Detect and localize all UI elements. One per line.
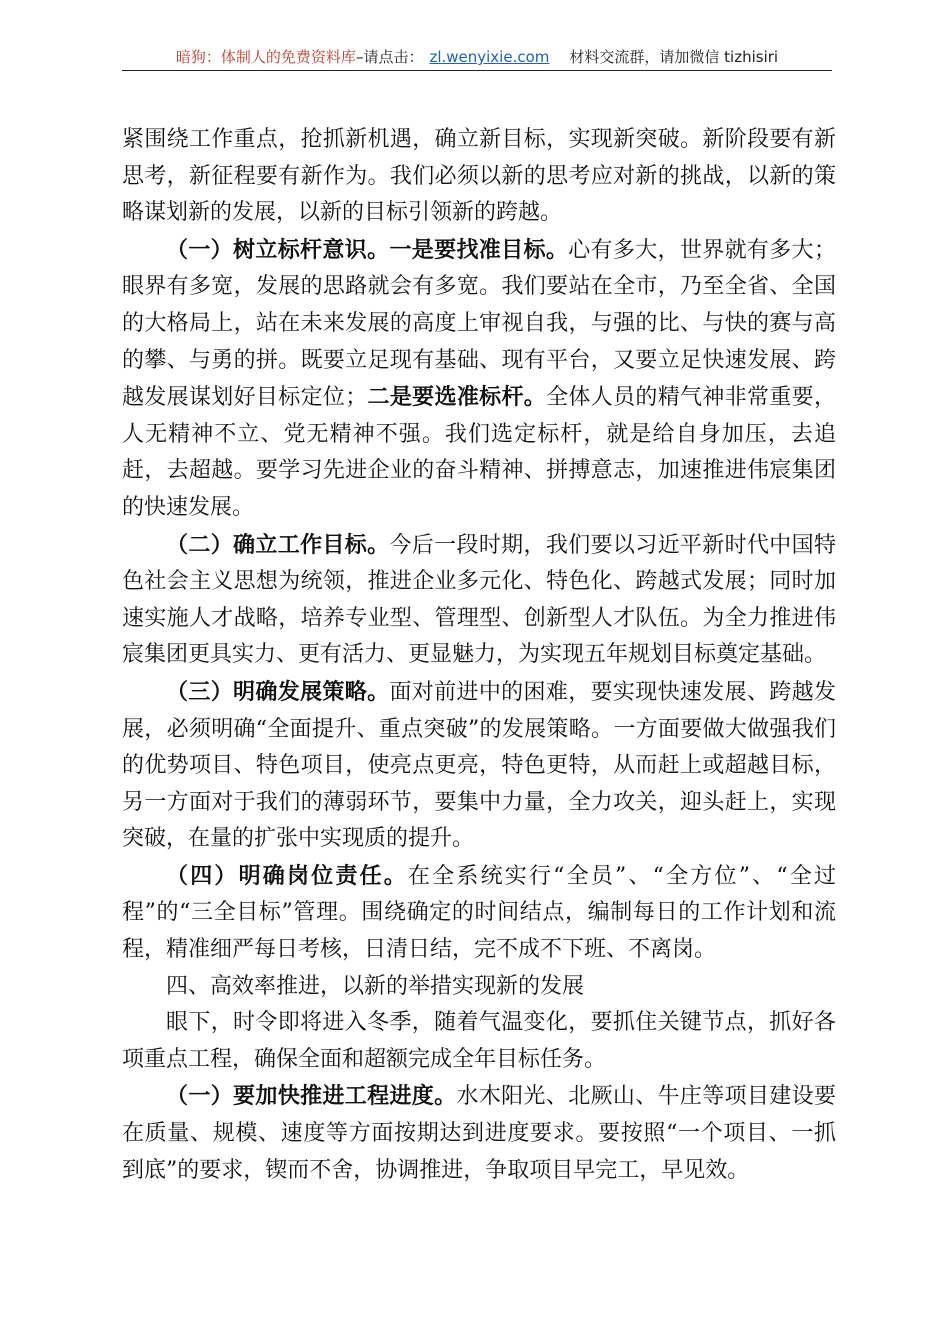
point-heading: 二是要选准标杆。 bbox=[367, 384, 547, 411]
paragraph-text: 面对前进中的困难，要实现快速发展、跨越发展，必须明确“全面提升、重点突破”的发展策略。一方面要做大做强我们的优势项目、特色项目，使亮点更亮，特色更特，从而赶上或超越目标，另一方面对于我们的薄弱环节，要集中力量，全力攻关，迎头赶上，实现突破，在量的扩张中实现质的提升。 bbox=[122, 679, 836, 852]
section-heading: （四）明确岗位责任。 bbox=[166, 862, 408, 889]
header-note: 材料交流群，请加微信 tizhisiri bbox=[569, 48, 779, 66]
document-body bbox=[122, 122, 836, 1189]
paragraph-8 bbox=[122, 1078, 836, 1189]
chapter-heading bbox=[122, 969, 836, 1006]
chapter-heading-text: 四、高效率推进，以新的举措实现新的发展 bbox=[166, 973, 585, 999]
section-heading: （三）明确发展策略。 bbox=[166, 678, 390, 705]
section-heading: （二）确立工作目标。 bbox=[166, 531, 390, 558]
paragraph-1 bbox=[122, 122, 836, 232]
section-heading: （一）树立标杆意识。 bbox=[166, 236, 390, 263]
paragraph-text: 在全系统实行“全员”、“全方位”、“全过程”的“三全目标”管理。围绕确定的时间结点，编制每日的工作计划和流程，精准细严每日考核，日清日结，完不成不下班、不离岗。 bbox=[122, 863, 836, 963]
paragraph-text: 心有多大，世界就有多大；眼界有多宽，发展的思路就会有多宽。我们要站在全市，乃至全省、全国的大格局上，站在未来发展的高度上审视自我，与强的比、与快的赛与高的攀、与勇的拼。既要立足现有基础、现有平台，又要立足快速发展、跨越发展谋划好目标定位； bbox=[122, 237, 836, 411]
point-heading: 一是要找准目标。 bbox=[389, 236, 569, 263]
section-heading: （一）要加快推进工程进度。 bbox=[166, 1083, 457, 1110]
paragraph-text: 全体人员的精气神非常重要，人无精神不立、党无精神不强。我们选定标杆，就是给自身加压，去追赶，去超越。要学习先进企业的奋斗精神、拼搏意志，加速推进伟宸集团的快速发展。 bbox=[122, 385, 836, 520]
paragraph-text: 眼下，时令即将进入冬季，随着气温变化，要抓住关键节点，抓好各项重点工程，确保全面和超额完成全年目标任务。 bbox=[122, 1010, 836, 1072]
paragraph-4 bbox=[122, 674, 836, 858]
header-prompt: –请点击： bbox=[355, 48, 424, 66]
header-brand: 暗狗：体制人的免费资料库 bbox=[175, 48, 356, 66]
paragraph-text: 紧围绕工作重点，抢抓新机遇，确立新目标，实现新突破。新阶段要有新思考，新征程要有新作为。我们必须以新的思考应对新的挑战，以新的策略谋划新的发展，以新的目标引领新的跨越。 bbox=[122, 127, 836, 226]
paragraph-5 bbox=[122, 858, 836, 969]
paragraph-text: 水木阳光、北厥山、牛庄等项目建设要在质量、规模、速度等方面按期达到进度要求。要按照“一个项目、一抓到底”的要求，锲而不舍，协调推进，争取项目早完工，早见效。 bbox=[122, 1084, 836, 1183]
paragraph-3 bbox=[122, 527, 836, 674]
paragraph-text: 今后一段时期，我们要以习近平新时代中国特色社会主义思想为统领，推进企业多元化、特色化、跨越式发展；同时加速实施人才战略，培养专业型、管理型、创新型人才队伍。为全力推进伟宸集团更具实力、更有活力、更显魅力，为实现五年规划目标奠定基础。 bbox=[122, 532, 836, 668]
header-link[interactable]: zl.wenyixie.com bbox=[429, 48, 550, 66]
paragraph-2 bbox=[122, 232, 836, 527]
paragraph-7 bbox=[122, 1005, 836, 1078]
page-header bbox=[122, 44, 832, 71]
